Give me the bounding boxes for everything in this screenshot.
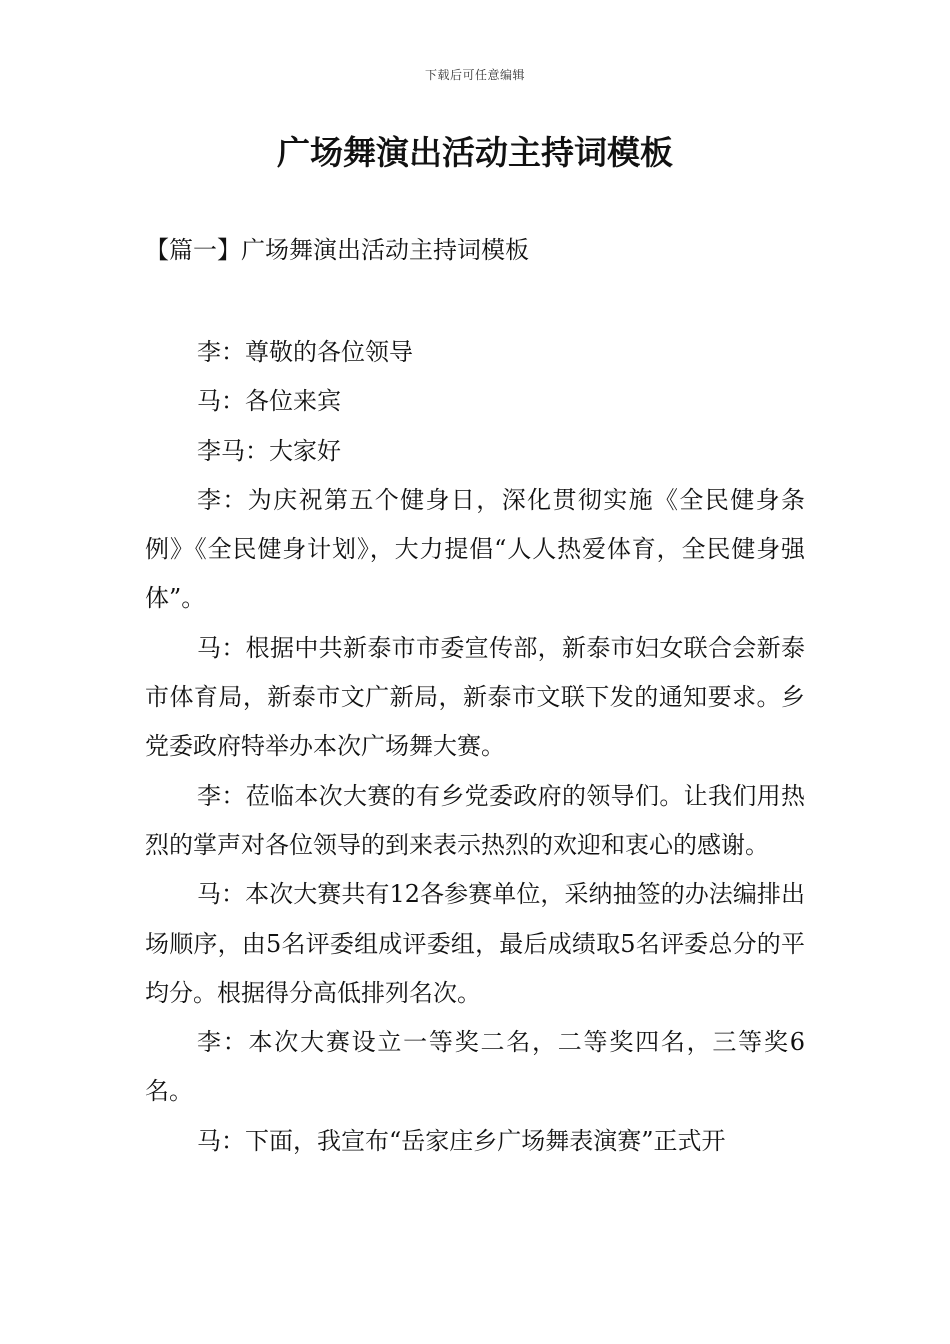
document-body (145, 328, 805, 1166)
paragraph: 马：本次大赛共有12各参赛单位，采纳抽签的办法编排出场顺序，由5名评委组成评委组，最后成绩取5名评委总分的平均分。根据得分高低排列名次。 (145, 880, 805, 1007)
paragraph: 李：尊敬的各位领导 (197, 338, 413, 366)
paragraph: 李：莅临本次大赛的有乡党委政府的领导们。让我们用热烈的掌声对各位领导的到来表示热烈的欢迎和衷心的感谢。 (145, 781, 805, 859)
document-title: 广场舞演出活动主持词模板 (277, 133, 673, 172)
header-note: 下载后可任意编辑 (424, 68, 525, 82)
paragraph: 马：下面，我宣布“岳家庄乡广场舞表演赛”正式开 (197, 1126, 726, 1155)
section-heading: 【篇一】广场舞演出活动主持词模板 (145, 236, 529, 264)
paragraph: 李：为庆祝第五个健身日，深化贯彻实施《全民健身条例》《全民健身计划》，大力提倡“人人热爱体育，全民健身强体”。 (145, 485, 805, 613)
paragraph: 马：根据中共新泰市市委宣传部，新泰市妇女联合会新泰市体育局，新泰市文广新局，新泰市文联下发的通知要求。乡党委政府特举办本次广场舞大赛。 (145, 633, 805, 761)
paragraph: 李马：大家好 (197, 436, 341, 465)
paragraph: 马：各位来宾 (197, 387, 341, 416)
paragraph: 李：本次大赛设立一等奖二名，二等奖四名，三等奖6名。 (145, 1028, 805, 1106)
